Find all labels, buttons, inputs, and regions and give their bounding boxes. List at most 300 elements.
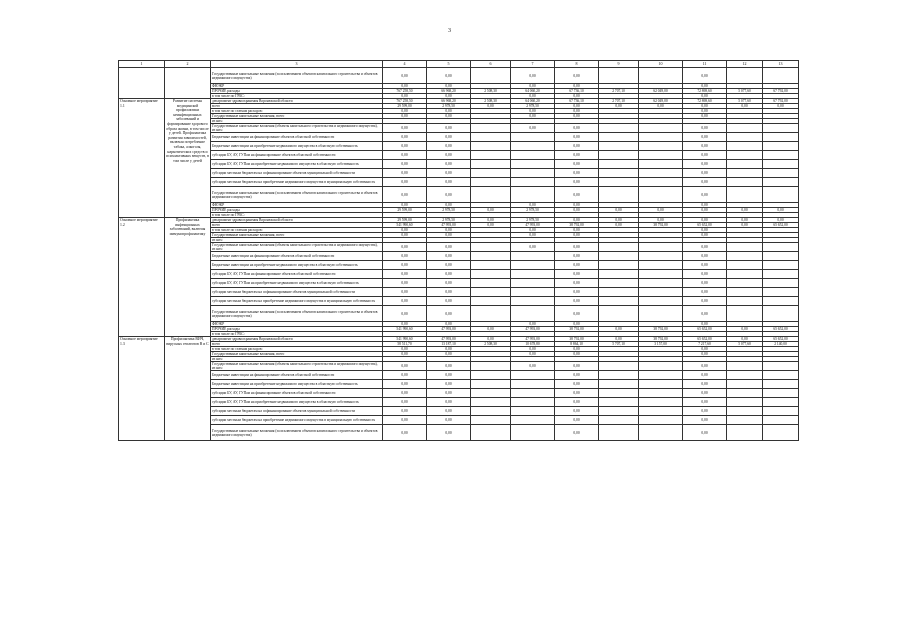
value-cell: 0,00 — [683, 218, 727, 223]
value-cell — [511, 288, 555, 297]
header-cell: 1 — [119, 61, 165, 68]
value-cell: 0,00 — [383, 407, 427, 416]
value-cell: 0,00 — [683, 322, 727, 327]
value-cell — [727, 261, 763, 270]
header-cell: 2 — [165, 61, 211, 68]
value-cell — [471, 187, 511, 203]
value-cell — [511, 416, 555, 425]
value-cell — [639, 169, 683, 178]
value-cell: 0,00 — [427, 203, 471, 208]
value-cell: 0,00 — [383, 425, 427, 441]
value-cell: 0,00 — [683, 133, 727, 142]
value-cell — [599, 252, 639, 261]
value-cell — [727, 425, 763, 441]
value-cell — [639, 279, 683, 288]
table-row — [119, 425, 799, 441]
value-cell: 0,00 — [683, 233, 727, 238]
table-row — [119, 288, 799, 297]
value-cell: 0,00 — [555, 233, 599, 238]
value-cell — [471, 169, 511, 178]
table-row — [119, 178, 799, 187]
value-cell: 0,00 — [683, 243, 727, 252]
value-cell: 0,00 — [427, 306, 471, 322]
value-cell: 0,00 — [427, 425, 471, 441]
value-cell: 0,00 — [683, 407, 727, 416]
value-cell: 0,00 — [727, 327, 763, 332]
value-cell: 0,00 — [555, 84, 599, 89]
value-cell: 0,00 — [555, 114, 599, 119]
row-label-cell: из них: — [211, 238, 383, 243]
value-cell: 0,00 — [383, 416, 427, 425]
row-label-cell: ФНЭКР — [211, 203, 383, 208]
value-cell: 5 077,60 — [727, 342, 763, 347]
value-cell: 0,00 — [639, 104, 683, 109]
value-cell — [599, 160, 639, 169]
value-cell: 0,00 — [383, 371, 427, 380]
value-cell: 0,00 — [427, 160, 471, 169]
value-cell: 0,00 — [427, 389, 471, 398]
value-cell: 47 993,00 — [511, 337, 555, 342]
value-cell — [727, 68, 763, 84]
value-cell: 0,00 — [683, 160, 727, 169]
value-cell — [599, 270, 639, 279]
value-cell: 0,00 — [683, 297, 727, 306]
value-cell — [511, 279, 555, 288]
value-cell: 0,00 — [383, 160, 427, 169]
value-cell — [639, 68, 683, 84]
value-cell — [763, 261, 799, 270]
budget-table — [118, 60, 799, 441]
value-cell: 0,00 — [683, 104, 727, 109]
value-cell: 65 652,00 — [683, 223, 727, 228]
value-cell: 0,00 — [555, 371, 599, 380]
value-cell: 65 652,00 — [683, 337, 727, 342]
header-cell: 3 — [211, 61, 383, 68]
value-cell: 0,00 — [383, 109, 427, 114]
row-label-cell: субсидии БУ, АУ, ГУПам на финансирование объектов областной собственности — [211, 389, 383, 398]
value-cell: 0,00 — [383, 270, 427, 279]
section-title-cell: Основное мероприятие 1.1 — [119, 99, 165, 218]
value-cell: 0,00 — [555, 124, 599, 133]
value-cell: 0,00 — [511, 228, 555, 233]
value-cell — [639, 243, 683, 252]
value-cell: 0,00 — [555, 178, 599, 187]
value-cell: 0,00 — [383, 279, 427, 288]
value-cell: 0,00 — [555, 425, 599, 441]
value-cell: 0,00 — [555, 352, 599, 357]
value-cell: 0,00 — [683, 114, 727, 119]
row-label-cell: ФНЭКР — [211, 84, 383, 89]
value-cell: 0,00 — [471, 337, 511, 342]
value-cell: 541 990,60 — [383, 223, 427, 228]
value-cell — [727, 288, 763, 297]
value-cell — [471, 416, 511, 425]
value-cell: 0,00 — [683, 187, 727, 203]
value-cell: 0,00 — [555, 104, 599, 109]
value-cell — [471, 261, 511, 270]
row-label-cell: субсидии местным бюджетам на софинансирование объектов муниципальной собственности — [211, 407, 383, 416]
row-label-cell: Государственные капитальные вложения, всего — [211, 352, 383, 357]
value-cell: 0,00 — [511, 362, 555, 371]
value-cell: 0,00 — [427, 133, 471, 142]
value-cell: 0,00 — [555, 416, 599, 425]
section-title-cell: Основное мероприятие 1.3 — [119, 337, 165, 441]
value-cell: 0,00 — [427, 322, 471, 327]
value-cell: 47 993,00 — [427, 223, 471, 228]
value-cell: 0,00 — [555, 362, 599, 371]
value-cell: 0,00 — [427, 347, 471, 352]
value-cell: 64 060,20 — [511, 89, 555, 94]
table-row — [119, 306, 799, 322]
value-cell: 67 736,10 — [555, 89, 599, 94]
value-cell: 767 258,50 — [383, 89, 427, 94]
value-cell — [727, 279, 763, 288]
value-cell — [599, 371, 639, 380]
row-label-cell: Бюджетные инвестиции на приобретение недвижимого имущества в областную собственность — [211, 261, 383, 270]
value-cell: 0,00 — [427, 407, 471, 416]
value-cell — [763, 68, 799, 84]
value-cell: 5 077,60 — [727, 89, 763, 94]
value-cell — [727, 380, 763, 389]
value-cell — [511, 160, 555, 169]
value-cell: 0,00 — [555, 279, 599, 288]
value-cell — [639, 407, 683, 416]
value-cell: 0,00 — [727, 337, 763, 342]
section-title-cell: Основное мероприятие 1.2 — [119, 218, 165, 337]
value-cell: 0,00 — [511, 203, 555, 208]
table-row — [119, 279, 799, 288]
value-cell — [639, 160, 683, 169]
value-cell: 5 707,10 — [599, 342, 639, 347]
row-label-cell: Бюджетные инвестиции на приобретение недвижимого имущества в областную собственность — [211, 380, 383, 389]
value-cell — [599, 243, 639, 252]
value-cell: 0,00 — [763, 104, 799, 109]
value-cell: 0,00 — [683, 68, 727, 84]
value-cell: 0,00 — [427, 252, 471, 261]
section-description-cell: Профилактика ВИЧ, вирусных гепатитов В и С — [165, 337, 211, 441]
row-label-cell: субсидии БУ, АУ, ГУПам на финансирование объектов областной собственности — [211, 151, 383, 160]
value-cell: 0,00 — [427, 142, 471, 151]
value-cell — [599, 142, 639, 151]
value-cell — [639, 142, 683, 151]
value-cell: 0,00 — [427, 94, 471, 99]
value-cell: 0,00 — [427, 279, 471, 288]
value-cell: 541 990,60 — [383, 337, 427, 342]
value-cell — [727, 178, 763, 187]
value-cell: 0,00 — [683, 84, 727, 89]
value-cell: 0,00 — [383, 169, 427, 178]
header-cell: 7 — [511, 61, 555, 68]
value-cell — [727, 407, 763, 416]
value-cell — [639, 288, 683, 297]
value-cell — [511, 398, 555, 407]
value-cell: 0,00 — [383, 297, 427, 306]
row-label-cell: субсидии БУ, АУ, ГУПам на приобретение недвижимого имущества в областную собственность — [211, 279, 383, 288]
value-cell — [727, 133, 763, 142]
value-cell — [599, 133, 639, 142]
value-cell — [763, 178, 799, 187]
value-cell: 0,00 — [511, 322, 555, 327]
value-cell — [727, 270, 763, 279]
value-cell — [763, 380, 799, 389]
value-cell: 0,00 — [383, 322, 427, 327]
value-cell — [639, 362, 683, 371]
table-row — [119, 362, 799, 371]
value-cell — [763, 425, 799, 441]
value-cell: 0,00 — [683, 416, 727, 425]
value-cell: 0,00 — [599, 104, 639, 109]
value-cell — [471, 407, 511, 416]
row-label-cell: субсидии БУ, АУ, ГУПам на финансирование объектов областной собственности — [211, 270, 383, 279]
header-cell: 10 — [639, 61, 683, 68]
value-cell: 0,00 — [599, 208, 639, 213]
row-label-cell: из них: — [211, 357, 383, 362]
value-cell: 0,00 — [555, 133, 599, 142]
table-row — [119, 187, 799, 203]
value-cell — [599, 362, 639, 371]
header-cell: 6 — [471, 61, 511, 68]
row-label-cell: департамент здравоохранения Воронежской области — [211, 337, 383, 342]
value-cell: 0,00 — [599, 327, 639, 332]
row-label-cell: субсидии местным бюджетам на приобретение недвижимого имущества в муниципальную собственность — [211, 416, 383, 425]
value-cell — [639, 389, 683, 398]
value-cell: 0,00 — [427, 398, 471, 407]
value-cell: 0,00 — [511, 84, 555, 89]
value-cell: 0,00 — [427, 151, 471, 160]
row-label-cell: Государственные капитальные вложения (за исключением объектов капитального строительства и объектов недвижимого имущества) — [211, 306, 383, 322]
row-label-cell: в том числе по ГРБС: — [211, 94, 383, 99]
value-cell — [511, 389, 555, 398]
value-cell: 0,00 — [555, 151, 599, 160]
section-description-cell — [165, 68, 211, 99]
value-cell — [639, 270, 683, 279]
row-label-cell: Государственные капитальные вложения (объекты капитального строительства и недвижимого имущества), из них: — [211, 362, 383, 371]
value-cell: 0,00 — [683, 228, 727, 233]
value-cell: 0,00 — [511, 94, 555, 99]
value-cell: 0,00 — [683, 142, 727, 151]
value-cell: 0,00 — [471, 104, 511, 109]
value-cell — [599, 425, 639, 441]
value-cell: 65 652,00 — [763, 223, 799, 228]
value-cell: 8 864,10 — [555, 342, 599, 347]
value-cell: 38 792,00 — [639, 327, 683, 332]
value-cell — [763, 270, 799, 279]
table-row — [119, 297, 799, 306]
table-row — [119, 124, 799, 133]
value-cell — [471, 279, 511, 288]
value-cell — [763, 416, 799, 425]
row-label-cell: субсидии местным бюджетам на приобретение недвижимого имущества в муниципальную собственность — [211, 297, 383, 306]
row-label-cell: в том числе по статьям расходов: — [211, 347, 383, 352]
value-cell — [471, 151, 511, 160]
value-cell: 47 993,00 — [427, 337, 471, 342]
value-cell: 2 978,50 — [511, 218, 555, 223]
header-cell: 9 — [599, 61, 639, 68]
value-cell — [639, 425, 683, 441]
value-cell — [511, 306, 555, 322]
value-cell: 0,00 — [555, 347, 599, 352]
value-cell — [639, 416, 683, 425]
value-cell: 67 792,00 — [763, 99, 799, 104]
value-cell: 0,00 — [555, 380, 599, 389]
value-cell — [639, 398, 683, 407]
value-cell — [727, 297, 763, 306]
value-cell — [471, 133, 511, 142]
value-cell — [599, 187, 639, 203]
value-cell: 62 049,00 — [639, 89, 683, 94]
value-cell — [471, 160, 511, 169]
value-cell — [471, 288, 511, 297]
value-cell: 2 978,50 — [427, 104, 471, 109]
table-row — [119, 407, 799, 416]
value-cell: 0,00 — [383, 306, 427, 322]
value-cell: 0,00 — [683, 288, 727, 297]
value-cell: 0,00 — [555, 243, 599, 252]
value-cell: 0,00 — [599, 223, 639, 228]
table-row — [119, 398, 799, 407]
value-cell: 0,00 — [683, 425, 727, 441]
value-cell: 541 990,60 — [383, 327, 427, 332]
value-cell: 0,00 — [427, 124, 471, 133]
row-label-cell: субсидии БУ, АУ, ГУПам на приобретение недвижимого имущества в областную собственность — [211, 160, 383, 169]
value-cell — [511, 270, 555, 279]
value-cell: 0,00 — [683, 398, 727, 407]
table-row — [119, 252, 799, 261]
value-cell: 0,00 — [427, 297, 471, 306]
value-cell — [639, 297, 683, 306]
value-cell: 0,00 — [383, 228, 427, 233]
value-cell — [471, 425, 511, 441]
value-cell: 0,00 — [683, 124, 727, 133]
value-cell: 0,00 — [383, 84, 427, 89]
value-cell — [599, 297, 639, 306]
value-cell — [763, 124, 799, 133]
value-cell: 7 217,60 — [683, 342, 727, 347]
value-cell: 0,00 — [683, 380, 727, 389]
table-row — [119, 371, 799, 380]
value-cell — [599, 389, 639, 398]
value-cell — [727, 416, 763, 425]
header-cell: 11 — [683, 61, 727, 68]
value-cell: 0,00 — [383, 261, 427, 270]
value-cell: 0,00 — [727, 218, 763, 223]
header-cell: 12 — [727, 61, 763, 68]
value-cell: 0,00 — [383, 151, 427, 160]
value-cell: 72 869,60 — [683, 89, 727, 94]
row-label-cell: ФНЭКР — [211, 322, 383, 327]
value-cell: 66 968,20 — [427, 99, 471, 104]
value-cell: 0,00 — [427, 169, 471, 178]
value-cell — [727, 124, 763, 133]
value-cell: 0,00 — [427, 416, 471, 425]
table-row — [119, 380, 799, 389]
value-cell: 29 599,00 — [383, 208, 427, 213]
value-cell: 0,00 — [383, 114, 427, 119]
value-cell — [763, 362, 799, 371]
value-cell: 2 140,00 — [763, 342, 799, 347]
value-cell: 0,00 — [555, 208, 599, 213]
value-cell: 0,00 — [555, 94, 599, 99]
value-cell: 5 077,60 — [727, 99, 763, 104]
value-cell: 67 736,10 — [555, 99, 599, 104]
row-label-cell: департамент здравоохранения Воронежской области — [211, 218, 383, 223]
value-cell: 0,00 — [683, 389, 727, 398]
value-cell: 0,00 — [555, 187, 599, 203]
value-cell: 0,00 — [555, 389, 599, 398]
value-cell: 65 652,00 — [763, 337, 799, 342]
value-cell — [639, 151, 683, 160]
row-label-cell: Бюджетные инвестиции на финансирование объектов областной собственности — [211, 133, 383, 142]
value-cell — [471, 362, 511, 371]
value-cell — [599, 416, 639, 425]
value-cell — [599, 151, 639, 160]
value-cell: 0,00 — [427, 270, 471, 279]
value-cell — [471, 389, 511, 398]
row-label-cell: всего — [211, 223, 383, 228]
value-cell — [471, 371, 511, 380]
value-cell: 66 968,20 — [427, 89, 471, 94]
value-cell: 0,00 — [555, 252, 599, 261]
table-row — [119, 160, 799, 169]
row-label-cell: Бюджетные инвестиции на финансирование объектов областной собственности — [211, 371, 383, 380]
value-cell: 2 508,30 — [471, 89, 511, 94]
row-label-cell: в том числе по ГРБС: — [211, 332, 383, 337]
value-cell — [511, 261, 555, 270]
value-cell — [511, 142, 555, 151]
value-cell: 0,00 — [727, 104, 763, 109]
value-cell: 13 187,10 — [427, 342, 471, 347]
row-label-cell: ПРОЧИЕ расходы — [211, 89, 383, 94]
value-cell: 0,00 — [683, 347, 727, 352]
row-label-cell: ПРОЧИЕ расходы — [211, 208, 383, 213]
value-cell — [763, 133, 799, 142]
value-cell — [763, 297, 799, 306]
value-cell — [599, 279, 639, 288]
value-cell: 0,00 — [727, 208, 763, 213]
value-cell — [599, 261, 639, 270]
value-cell: 0,00 — [511, 347, 555, 352]
value-cell — [763, 398, 799, 407]
value-cell — [639, 380, 683, 389]
row-label-cell: департамент здравоохранения Воронежской области — [211, 99, 383, 104]
value-cell: 0,00 — [383, 352, 427, 357]
value-cell: 0,00 — [427, 68, 471, 84]
value-cell — [763, 160, 799, 169]
value-cell — [763, 252, 799, 261]
table-row — [119, 68, 799, 84]
value-cell: 38 792,00 — [639, 223, 683, 228]
table-row — [119, 151, 799, 160]
value-cell — [599, 288, 639, 297]
value-cell: 0,00 — [511, 124, 555, 133]
value-cell: 0,00 — [383, 187, 427, 203]
value-cell: 38 792,00 — [639, 337, 683, 342]
value-cell — [639, 133, 683, 142]
value-cell — [763, 288, 799, 297]
value-cell: 0,00 — [383, 389, 427, 398]
value-cell — [727, 243, 763, 252]
value-cell — [639, 178, 683, 187]
row-label-cell: в том числе по статьям расходов: — [211, 228, 383, 233]
value-cell: 64 060,20 — [511, 99, 555, 104]
value-cell: 0,00 — [471, 327, 511, 332]
value-cell: 0,00 — [599, 337, 639, 342]
value-cell — [471, 398, 511, 407]
value-cell: 0,00 — [555, 306, 599, 322]
value-cell — [471, 306, 511, 322]
value-cell — [727, 389, 763, 398]
value-cell: 0,00 — [555, 288, 599, 297]
